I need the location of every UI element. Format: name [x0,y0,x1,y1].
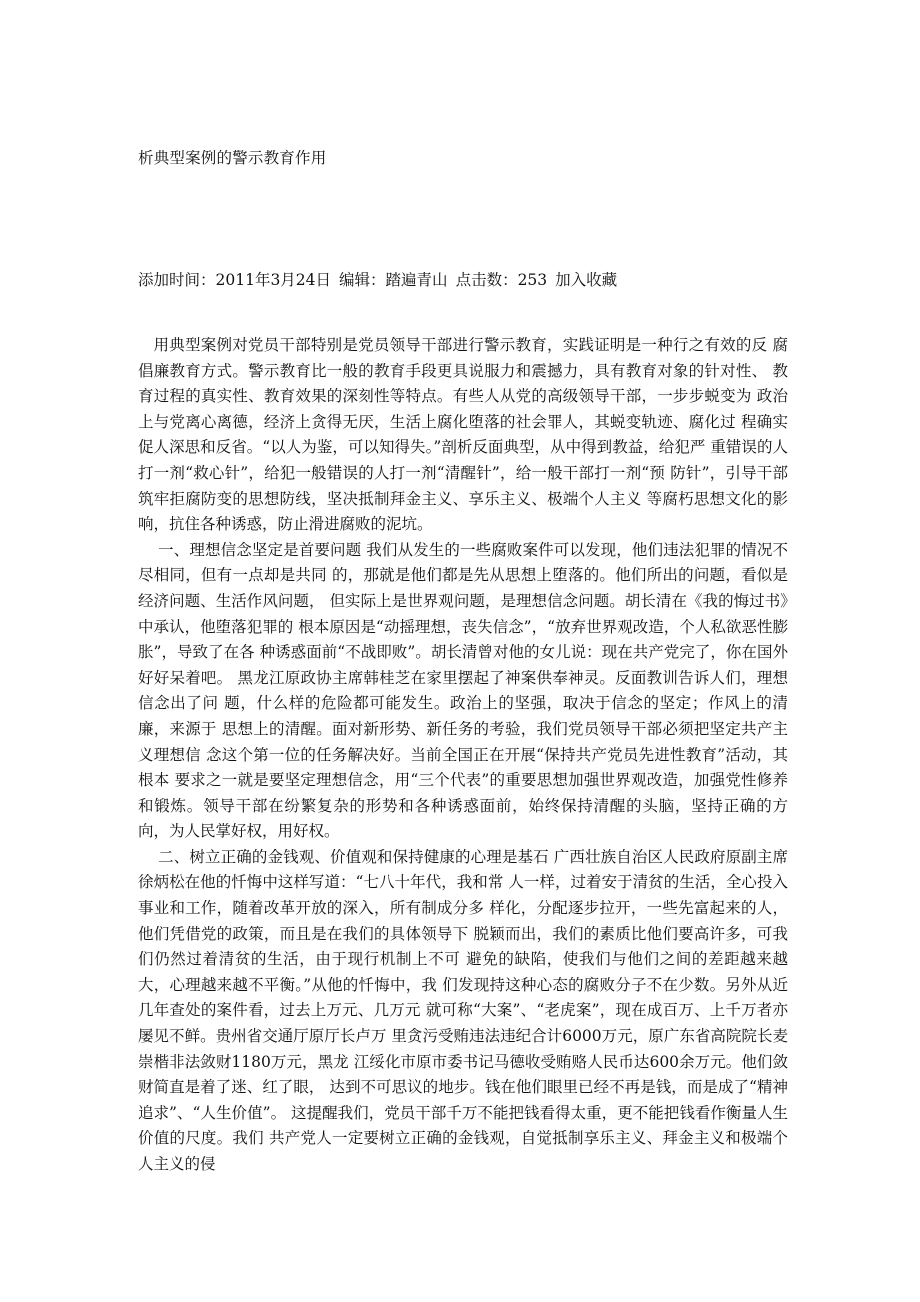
paragraph: 二、树立正确的金钱观、价值观和保持健康的心理是基石 广西壮族自治区人民政府原副主席徐炳松在他的忏悔中这样写道：“七八十年代，我和常 人一样，过着安于清贫的生活，全心投入事业和工作，随着改革开放的深入，所有制成分多 样化，分配逐步拉开，一些先富起来的人，他们凭借党的政策，而且是在我们的具体领导下 脱颖而出，我们的素质比他们要高许多，可我们仍然过着清贫的生活，由于现行机制上不可 避免的缺陷，使我们与他们之间的差距越来越大，心理越来越不平衡。”从他的忏悔中，我 们发现持这种心态的腐败分子不在少数。另外从近几年查处的案件看，过去上万元、几万元 就可称“大案”、“老虎案”，现在成百万、上千万者亦屡见不鲜。贵州省交通厅原厅长卢万 里贪污受贿违法违纪合计6000万元，原广东省高院院长麦崇楷非法敛财1180万元，黑龙 江绥化市原市委书记马德收受贿赂人民币达600余万元。他们敛财简直是着了迷、红了眼， 达到不可思议的地步。钱在他们眼里已经不再是钱，而是成了“精神追求”、“人生价值”。 这提醒我们，党员干部千万不能把钱看得太重，更不能把钱看作衡量人生价值的尺度。我们 共产党人一定要树立正确的金钱观，自觉抵制享乐主义、拜金主义和极端个人主义的侵 [138,847,788,1173]
add-favorite-link[interactable]: 加入收藏 [555,271,618,289]
added-time: 添加时间：2011年3月24日 [138,271,332,289]
article-title: 析典型案例的警示教育作用 [138,149,327,167]
paragraph: 一、理想信念坚定是首要问题 我们从发生的一些腐败案件可以发现，他们违法犯罪的情况不尽相同，但有一点却是共同 的，那就是他们都是先从思想上堕落的。他们所出的问题，看似是经济问题、生活作风问题， 但实际上是世界观问题，是理想信念问题。胡长清在《我的悔过书》中承认，他堕落犯罪的 根本原因是“动摇理想，丧失信念”，“放弃世界观改造，个人私欲恶性膨胀”，导致了在各 种诱惑面前“不战即败”。胡长清曾对他的女儿说：现在共产党完了，你在国外好好呆着吧。 黑龙江原政协主席韩桂芝在家里摆起了神案供奉神灵。反面教训告诉人们，理想信念出了问 题，什么样的危险都可能发生。政治上的坚强，取决于信念的坚定；作风上的清廉，来源于 思想上的清醒。面对新形势、新任务的考验，我们党员领导干部必须把坚定共产主义理想信 念这个第一位的任务解决好。当前全国正在开展“保持共产党员先进性教育”活动，其根本 要求之一就是要坚定理想信念，用“三个代表”的重要思想加强世界观改造，加强党性修养 和锻炼。领导干部在纷繁复杂的形势和各种诱惑面前，始终保持清醒的头脑，坚持正确的方 向，为人民掌好权，用好权。 [138,540,788,841]
click-count: 点击数：253 [455,271,548,289]
article-body [138,333,788,1178]
editor: 编辑：踏遍青山 [339,271,448,289]
paragraph: 用典型案例对党员干部特别是党员领导干部进行警示教育，实践证明是一种行之有效的反 腐倡廉教育方式。警示教育比一般的教育手段更具说服力和震撼力，具有教育对象的针对性、 教育过程的真实性、教育效果的深刻性等特点。有些人从党的高级领导干部，一步步蜕变为 政治上与党离心离德，经济上贪得无厌，生活上腐化堕落的社会罪人，其蜕变轨迹、腐化过 程确实促人深思和反省。“以人为鉴，可以知得失。”剖析反面典型，从中得到教益，给犯严 重错误的人打一剂“救心针”，给犯一般错误的人打一剂“清醒针”，给一般干部打一剂“预 防针”，引导干部筑牢拒腐防变的思想防线，坚决抵制拜金主义、享乐主义、极端个人主义 等腐朽思想文化的影响，抗住各种诱惑，防止滑进腐败的泥坑。 [138,336,788,534]
article-meta [138,268,625,290]
